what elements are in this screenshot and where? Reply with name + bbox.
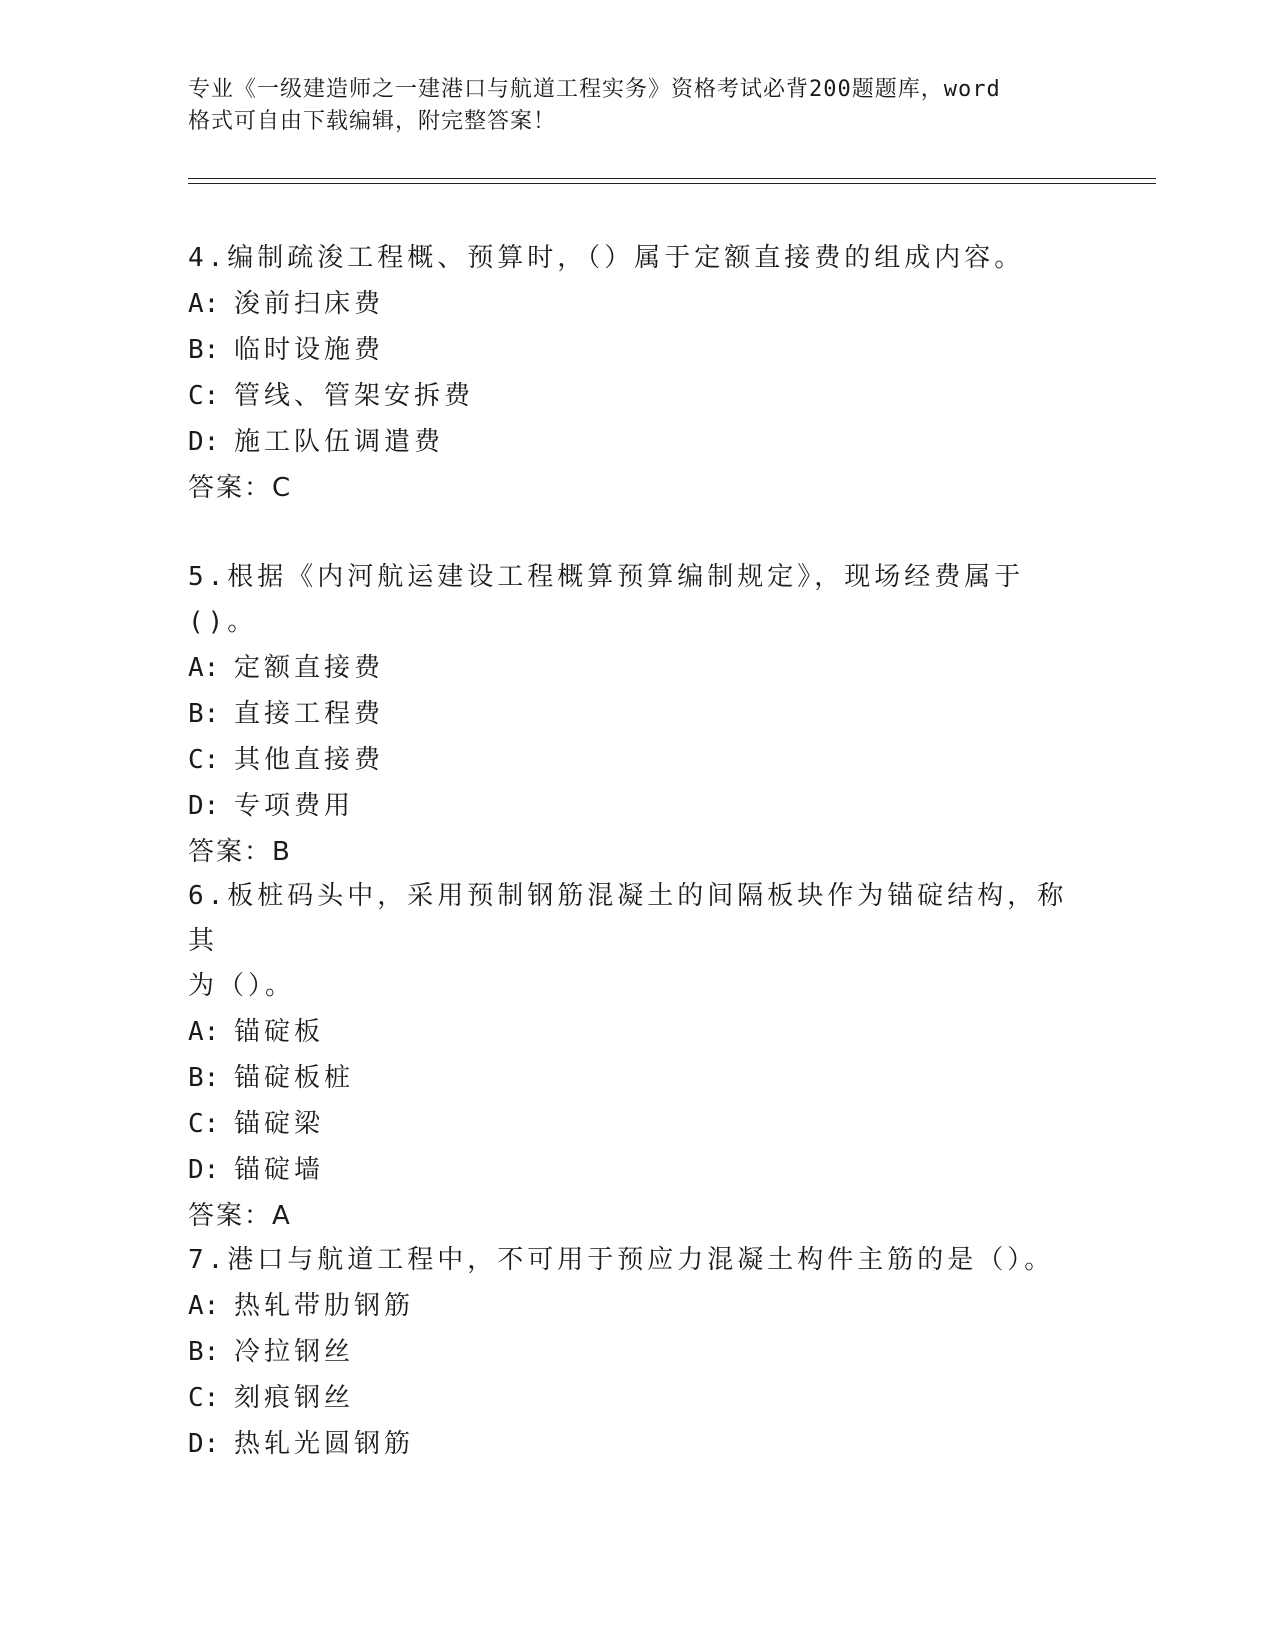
question-6 bbox=[188, 874, 1068, 1239]
question-5 bbox=[188, 555, 1068, 875]
option-d bbox=[188, 783, 1068, 829]
header-divider-bottom bbox=[188, 183, 1156, 184]
question-stem: 7.港口与航道工程中，不可用于预应力混凝土构件主筋的是（）。 bbox=[188, 1245, 1055, 1275]
answer-text: 答案：A bbox=[188, 1201, 292, 1231]
option-label: B: bbox=[188, 335, 220, 365]
option-a bbox=[188, 1009, 1068, 1055]
option-label: B: bbox=[188, 699, 220, 729]
option-d bbox=[188, 1421, 1068, 1467]
question-stem-line-2: 为（）。 bbox=[188, 971, 296, 1001]
option-label: C: bbox=[188, 1383, 220, 1413]
option-label: D: bbox=[188, 427, 220, 457]
option-label: B: bbox=[188, 1063, 220, 1093]
option-b bbox=[188, 1329, 1068, 1375]
header-divider-top bbox=[188, 178, 1156, 179]
option-c bbox=[188, 737, 1068, 783]
option-label: D: bbox=[188, 1155, 220, 1185]
option-text: 热轧带肋钢筋 bbox=[234, 1291, 415, 1321]
option-label: A: bbox=[188, 1017, 220, 1047]
option-b bbox=[188, 327, 1068, 373]
option-label: D: bbox=[188, 791, 220, 821]
option-d bbox=[188, 419, 1068, 465]
option-text: 施工队伍调遣费 bbox=[234, 427, 445, 457]
option-label: A: bbox=[188, 653, 220, 683]
option-text: 临时设施费 bbox=[234, 335, 385, 365]
option-c bbox=[188, 1375, 1068, 1421]
option-label: D: bbox=[188, 1429, 220, 1459]
option-b bbox=[188, 691, 1068, 737]
question-stem-line-1: 6.板桩码头中，采用预制钢筋混凝土的间隔板块作为锚碇结构，称其 bbox=[188, 881, 1068, 956]
option-label: C: bbox=[188, 745, 220, 775]
option-text: 专项费用 bbox=[234, 791, 355, 821]
option-d bbox=[188, 1147, 1068, 1193]
option-b bbox=[188, 1055, 1068, 1101]
header-line-2: 格式可自由下载编辑，附完整答案！ bbox=[188, 109, 557, 134]
option-a bbox=[188, 1283, 1068, 1329]
option-text: 浚前扫床费 bbox=[234, 289, 385, 319]
option-text: 管线、管架安拆费 bbox=[234, 381, 475, 411]
option-label: C: bbox=[188, 381, 220, 411]
option-text: 刻痕钢丝 bbox=[234, 1383, 355, 1413]
question-stem: 4.编制疏浚工程概、预算时，（）属于定额直接费的组成内容。 bbox=[188, 243, 1025, 273]
option-label: C: bbox=[188, 1109, 220, 1139]
option-text: 锚碇梁 bbox=[234, 1109, 325, 1139]
option-c bbox=[188, 373, 1068, 419]
option-a bbox=[188, 281, 1068, 327]
header-line-1: 专业《一级建造师之一建港口与航道工程实务》资格考试必背200题题库，word bbox=[188, 77, 1001, 102]
option-text: 热轧光圆钢筋 bbox=[234, 1429, 415, 1459]
option-text: 锚碇墙 bbox=[234, 1155, 325, 1185]
document-header bbox=[188, 74, 1068, 138]
option-text: 定额直接费 bbox=[234, 653, 385, 683]
answer-text: 答案：B bbox=[188, 837, 292, 867]
option-label: B: bbox=[188, 1337, 220, 1367]
option-text: 锚碇板桩 bbox=[234, 1063, 355, 1093]
option-text: 其他直接费 bbox=[234, 745, 385, 775]
answer-text: 答案：C bbox=[188, 473, 293, 503]
option-c bbox=[188, 1101, 1068, 1147]
option-text: 直接工程费 bbox=[234, 699, 385, 729]
option-text: 冷拉钢丝 bbox=[234, 1337, 355, 1367]
question-stem: 5.根据《内河航运建设工程概算预算编制规定》，现场经费属于()。 bbox=[188, 562, 1025, 637]
option-label: A: bbox=[188, 289, 220, 319]
option-label: A: bbox=[188, 1291, 220, 1321]
question-4 bbox=[188, 236, 1068, 511]
option-text: 锚碇板 bbox=[234, 1017, 325, 1047]
option-a bbox=[188, 645, 1068, 691]
question-7 bbox=[188, 1238, 1068, 1467]
